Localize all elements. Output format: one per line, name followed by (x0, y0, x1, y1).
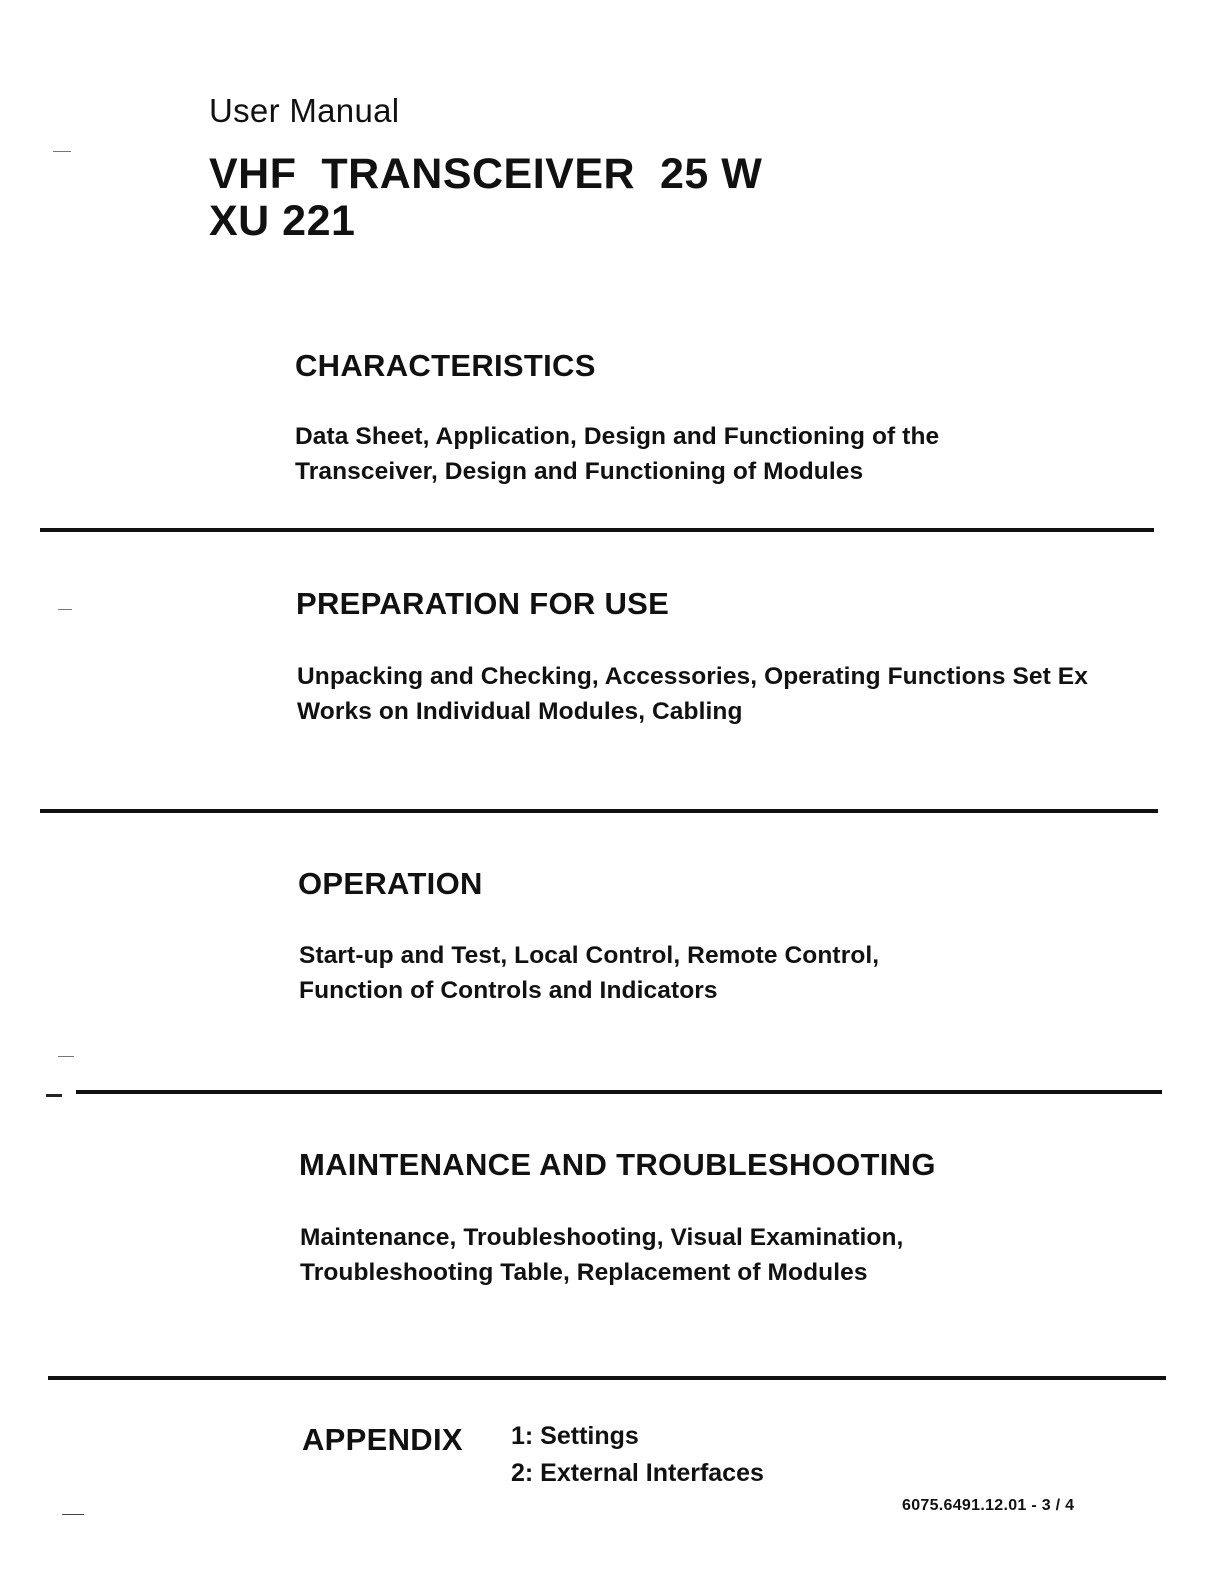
section-divider (40, 528, 1154, 532)
section-desc-operation (299, 938, 879, 1008)
product-title: VHF TRANSCEIVER 25 W (209, 150, 763, 198)
section-divider (40, 809, 1158, 813)
appendix-title: APPENDIX (302, 1422, 463, 1457)
section-divider (48, 1376, 1166, 1380)
desc-line: Data Sheet, Application, Design and Functioning of the (295, 423, 940, 450)
document-number: 6075.6491.12.01 - 3 / 4 (902, 1497, 1075, 1514)
scan-mark (58, 1056, 74, 1057)
desc-line: Unpacking and Checking, Accessories, Operating Functions Set Ex (297, 663, 1088, 690)
desc-line: Start-up and Test, Local Control, Remote Control, (299, 942, 880, 969)
section-title-maintenance: MAINTENANCE AND TROUBLESHOOTING (299, 1147, 936, 1182)
desc-line: Transceiver, Design and Functioning of Modules (295, 458, 864, 485)
section-title-operation: OPERATION (298, 866, 483, 901)
section-title-preparation: PREPARATION FOR USE (296, 586, 670, 621)
desc-line: Maintenance, Troubleshooting, Visual Examination, (300, 1224, 904, 1251)
section-desc-preparation (297, 659, 1088, 729)
scan-mark (46, 1094, 62, 1097)
section-divider (76, 1090, 1162, 1094)
desc-line: Troubleshooting Table, Replacement of Modules (300, 1259, 868, 1286)
appendix-item: 1: Settings (511, 1422, 639, 1450)
desc-line: Function of Controls and Indicators (299, 977, 718, 1004)
section-title-characteristics: CHARACTERISTICS (295, 348, 596, 383)
appendix-list (511, 1418, 764, 1492)
section-desc-characteristics (295, 419, 939, 489)
appendix-item: 2: External Interfaces (511, 1459, 764, 1487)
scan-mark (58, 609, 72, 610)
scan-mark (53, 151, 71, 152)
scan-mark (62, 1514, 84, 1515)
section-desc-maintenance (300, 1220, 903, 1290)
desc-line: Works on Individual Modules, Cabling (297, 698, 743, 725)
product-model: XU 221 (209, 197, 356, 245)
manual-type-label: User Manual (209, 92, 400, 129)
